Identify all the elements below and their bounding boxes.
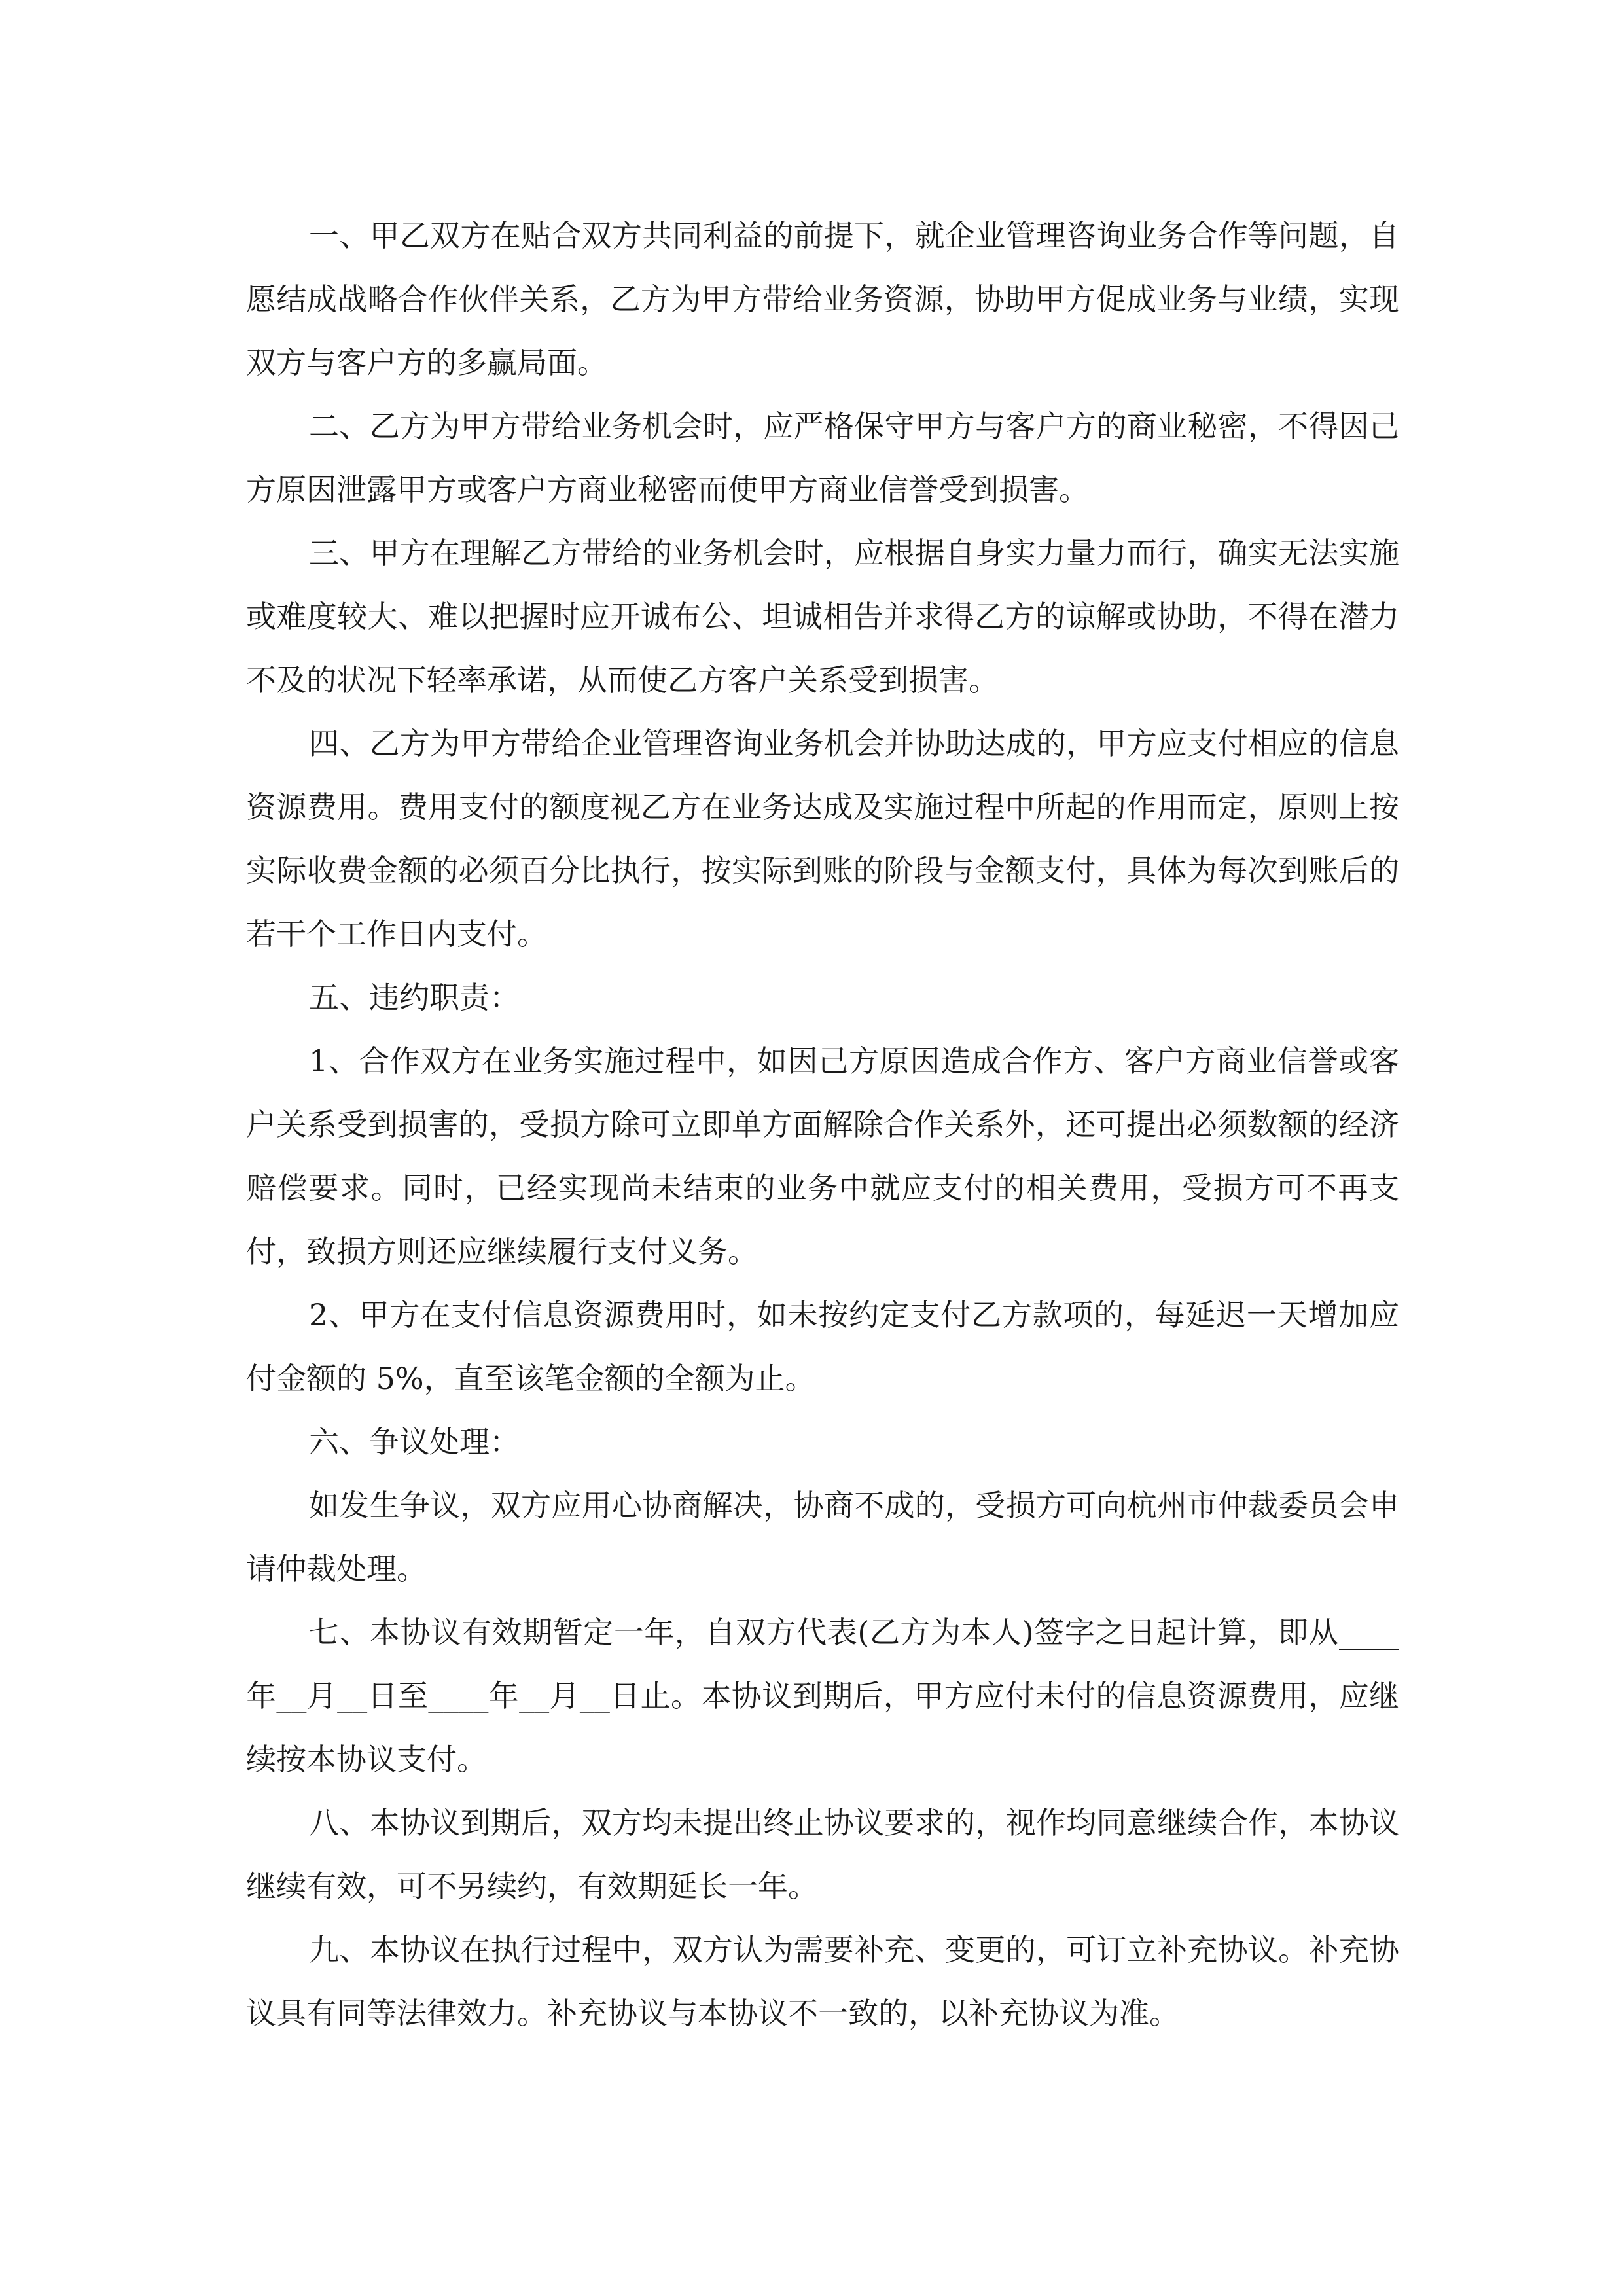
clause-9: 九、本协议在执行过程中，双方认为需要补充、变更的，可订立补充协议。补充协议具有同等法律效力。补充协议与本协议不一致的，以补充协议为准。 (246, 1932, 1399, 2031)
clause-1: 一、甲乙双方在贴合双方共同利益的前提下，就企业管理咨询业务合作等问题，自愿结成战略合作伙伴关系，乙方为甲方带给业务资源，协助甲方促成业务与业绩，实现双方与客户方的多赢局面。 (246, 218, 1399, 380)
clause-4: 四、乙方为甲方带给企业管理咨询业务机会并协助达成的，甲方应支付相应的信息资源费用。费用支付的额度视乙方在业务达成及实施过程中所起的作用而定，原则上按实际收费金额的必须百分比执行，按实际到账的阶段与金额支付，具体为每次到账后的若干个工作日内支付。 (246, 726, 1399, 952)
clause-2: 二、乙方为甲方带给业务机会时，应严格保守甲方与客户方的商业秘密，不得因己方原因泄露甲方或客户方商业秘密而使甲方商业信誉受到损害。 (246, 408, 1399, 507)
clause-6-body: 如发生争议，双方应用心协商解决，协商不成的，受损方可向杭州市仲裁委员会申请仲裁处理。 (246, 1488, 1399, 1587)
clause-5-item-2: 2、甲方在支付信息资源费用时，如未按约定支付乙方款项的，每延迟一天增加应付金额的 5%，直至该笔金额的全额为止。 (246, 1297, 1399, 1396)
clause-5-item-1: 1、合作双方在业务实施过程中，如因己方原因造成合作方、客户方商业信誉或客户关系受到损害的，受损方除可立即单方面解除合作关系外，还可提出必须数额的经济赔偿要求。同时，已经实现尚未结束的业务中就应支付的相关费用，受损方可不再支付，致损方则还应继续履行支付义务。 (246, 1043, 1399, 1269)
clause-5-heading: 五、违约职责： (309, 980, 520, 1015)
clause-6-heading: 六、争议处理： (309, 1424, 520, 1460)
clause-8: 八、本协议到期后，双方均未提出终止协议要求的，视作均同意继续合作，本协议继续有效，可不另续约，有效期延长一年。 (246, 1805, 1399, 1904)
clause-7: 七、本协议有效期暂定一年，自双方代表(乙方为本人)签字之日起计算，即从____年__月__日至____年__月__日止。本协议到期后，甲方应付未付的信息资源费用，应继续按本协议支付。 (246, 1615, 1399, 1777)
clause-3: 三、甲方在理解乙方带给的业务机会时，应根据自身实力量力而行，确实无法实施或难度较大、难以把握时应开诚布公、坦诚相告并求得乙方的谅解或协助，不得在潜力不及的状况下轻率承诺，从而使乙方客户关系受到损害。 (246, 535, 1399, 698)
document-page (246, 204, 1399, 2045)
